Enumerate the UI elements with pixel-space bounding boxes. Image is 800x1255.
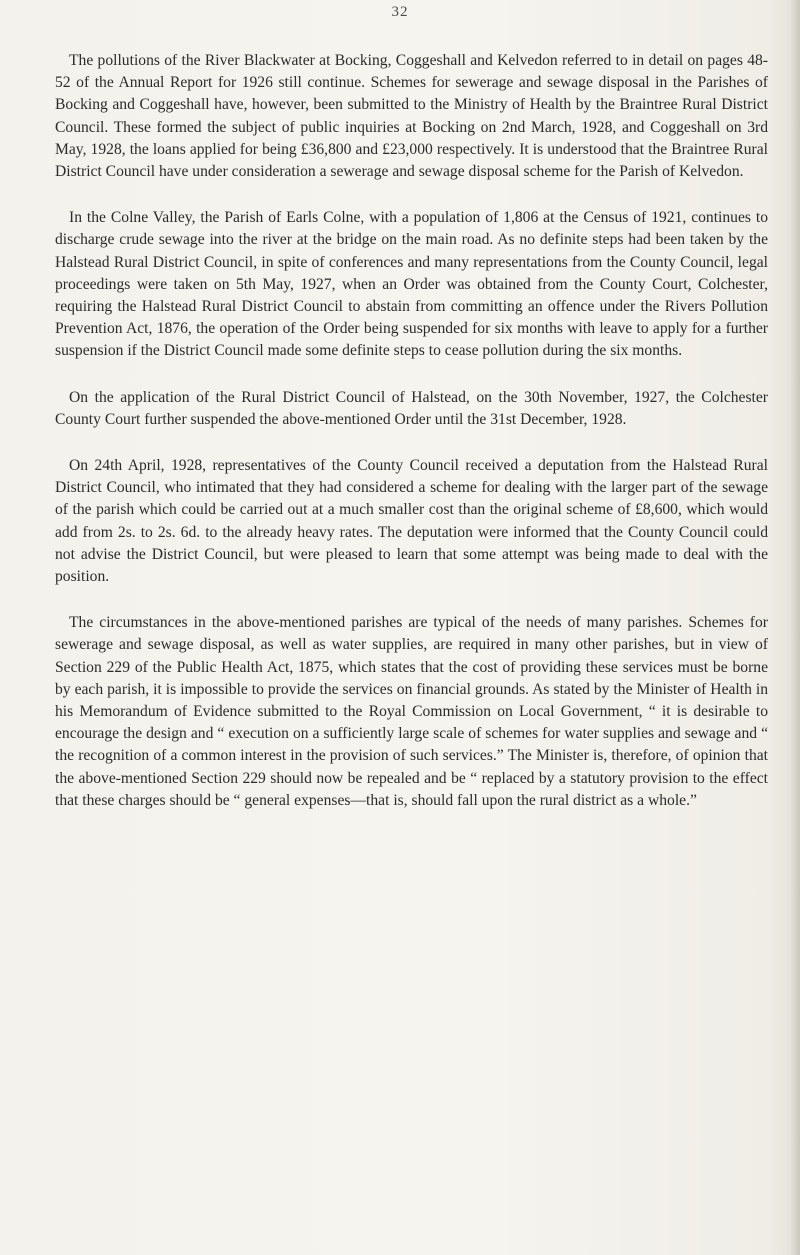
paragraph-circumstances bbox=[55, 612, 768, 812]
paragraph-order-suspension bbox=[55, 387, 768, 431]
paragraph-deputation bbox=[55, 455, 768, 588]
paragraph-colne-valley bbox=[55, 207, 768, 362]
paragraph-blackwater-pollution bbox=[55, 50, 768, 183]
paragraph-text: In the Colne Valley, the Parish of Earls Colne, with a population of 1,806 at the Census of 1921, continues to discharge crude sewage into the river at the bridge on the main road. As no definite steps had been taken by the Halstead Rural District Council, in spite of conferences and many representations from the County Council, legal proceedings were taken on 5th May, 1927, when an Order was obtained from the County Court, Colchester, requiring the Halstead Rural District Council to abstain from committing an offence under the Rivers Pollution Prevention Act, 1876, the operation of the Order being suspended for six months with leave to apply for a further suspension if the District Council made some definite steps to cease pollution during the six months. bbox=[55, 209, 768, 360]
paragraph-text: On the application of the Rural District Council of Halstead, on the 30th November, 1927, the Colchester County Court further suspended the above-mentioned Order until the 31st December, 1928. bbox=[55, 388, 768, 428]
paragraph-text: The circumstances in the above-mentioned parishes are typical of the needs of many parishes. Schemes for sewerage and sewage disposal, as well as water supplies, are required in many other parishes, but in view of Section 229 of the Public Health Act, 1875, which states that the cost of providing these services must be borne by each parish, it is impossible to provide the services on financial grounds. As stated by the Minister of Health in his Memorandum of Evidence submitted to the Royal Commission on Local Government, “ it is desirable to encourage the design and “ execution on a sufficiently large scale of schemes for water supplies and sewage and “ the recognition of a common interest in the provision of such services.” The Minister is, therefore, of opinion that the above-mentioned Section 229 should now be repealed and be “ replaced by a statutory provision to the effect that these charges should be “ general expenses—that is, should fall upon the rural district as a whole.” bbox=[55, 614, 768, 809]
page-number: 32 bbox=[391, 4, 409, 20]
paragraph-text: On 24th April, 1928, representatives of the County Council received a deputation from the Halstead Rural District Council, who intimated that they had considered a scheme for dealing with the larger part of the sewage of the parish which could be carried out at a much smaller cost than the original scheme of £8,600, which would add from 2s. to 2s. 6d. to the already heavy rates. The deputation were informed that the County Council could not advise the District Council, but were pleased to learn that some attempt was being made to deal with the position. bbox=[55, 457, 768, 586]
page-edge-shadow bbox=[790, 0, 800, 1255]
paragraph-text: The pollutions of the River Blackwater at Bocking, Coggeshall and Kelvedon referred to in detail on pages 48-52 of the Annual Report for 1926 still continue. Schemes for sewerage and sewage disposal in the Parishes of Bocking and Coggeshall have, however, been submitted to the Ministry of Health by the Braintree Rural District Council. These formed the subject of public inquiries at Bocking on 2nd March, 1928, and Coggeshall on 3rd May, 1928, the loans applied for being £36,800 and £23,000 respectively. It is understood that the Braintree Rural District Council have under consideration a sewerage and sewage disposal scheme for the Parish of Kelvedon. bbox=[55, 52, 768, 181]
report-body bbox=[55, 50, 768, 836]
